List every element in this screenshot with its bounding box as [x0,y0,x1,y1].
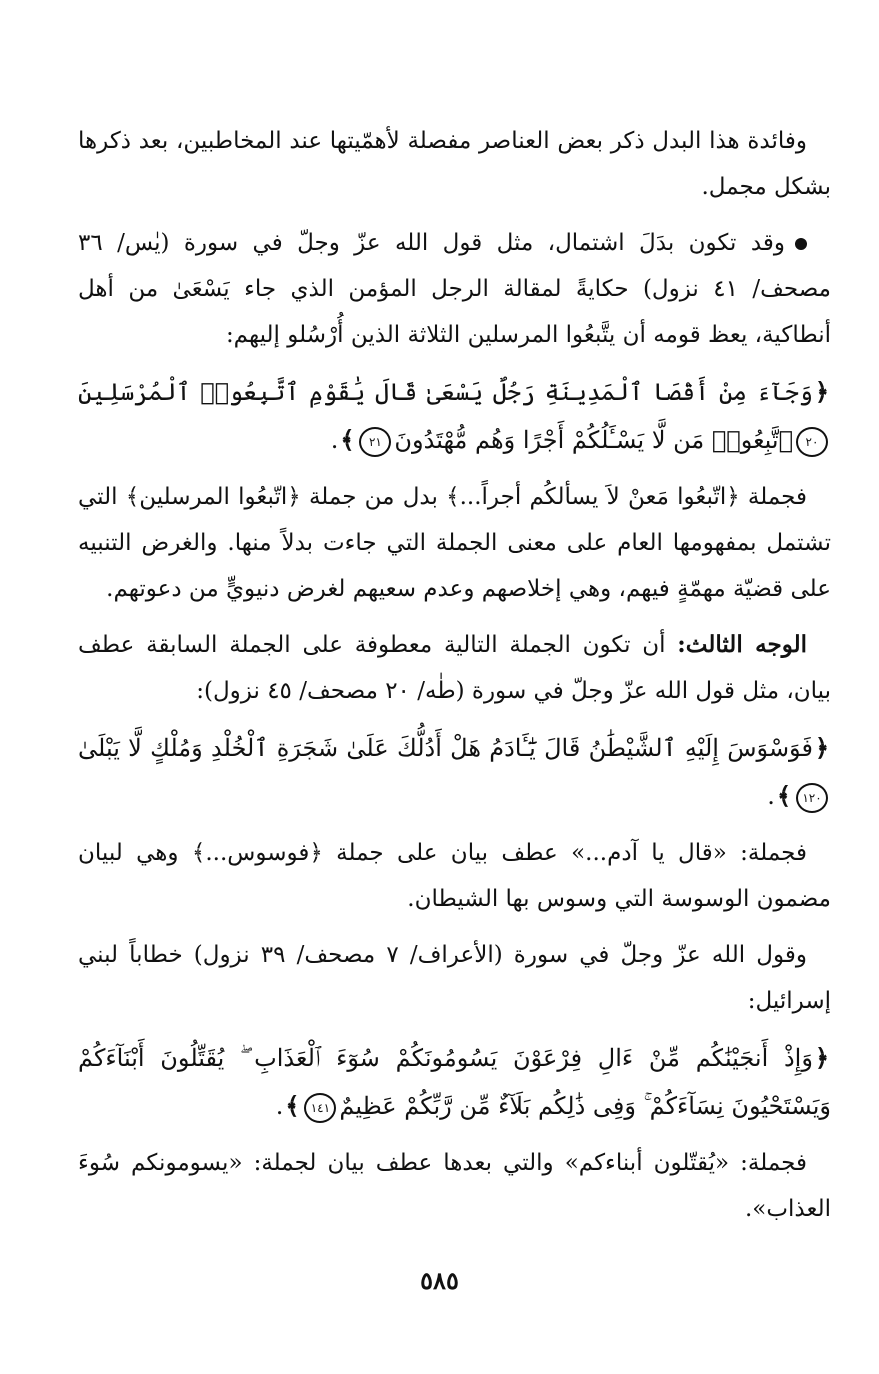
verse-text: ٱتَّبِعُوا۟ مَن لَّا يَسْـَٔلُكُمْ أَجْرًا وَهُم مُّهْتَدُونَ [394,426,793,454]
quran-verse-taha [78,724,831,820]
verse-text: وَجَآءَ مِنْ أَقْصَا ٱلْمَدِينَةِ رَجُلٌ يَسْعَىٰ قَالَ يَٰقَوْمِ ٱتَّبِعُوا۟ ٱلْمُرْسَلِينَ [78,378,813,406]
quran-verse-araf [78,1034,831,1130]
ornate-bracket-close-icon: ﴾ [776,781,791,810]
sentence-end: . [767,782,775,810]
ayah-number-marker: ١٤١ [304,1093,336,1123]
ayah-number-marker: ٢٠ [796,427,828,457]
sentence-end: . [275,1092,284,1120]
paragraph-third-aspect [78,622,831,714]
page-number: ٥٨٥ [420,1266,459,1295]
quran-verse-yasin [78,368,831,464]
ayah-number-marker: ٢١ [359,427,391,457]
paragraph-benefit: وفائدة هذا البدل ذكر بعض العناصر مفصلة لأهمّيتها عند المخاطبين، بعد ذكرها بشكل مجمل. [78,128,831,200]
bullet-dot-icon [795,238,807,250]
section-text: أن تكون الجملة التالية معطوفة على الجملة السابقة عطف بيان، مثل قول الله عزّ وجلّ في سورة (طٰه/ ٢٠ مصحف/ ٤٥ نزول): [78,632,831,704]
paragraph-ishtimal [78,220,831,358]
ayah-number-marker: ١٢٠ [796,783,828,813]
ornate-bracket-close-icon: ﴾ [340,425,355,454]
ornate-bracket-open-icon: ﴿ [814,733,829,762]
paragraph-araf: وقول الله عزّ وجلّ في سورة (الأعراف/ ٧ مصحف/ ٣٩ نزول) خطاباً لبني إسرائيل: [78,942,831,1014]
verse-text: وَإِذْ أَنجَيْنَٰكُم مِّنْ ءَالِ فِرْعَوْنَ يَسُومُونَكُمْ سُوٓءَ ٱلْعَذَابِ ۖ يُقَتِّلُونَ أَبْنَآءَكُمْ وَيَسْتَحْيُونَ نِسَآءَكُمْ ۚ وَفِى ذَٰلِكُم بَلَآءٌ مِّن رَّبِّكُمْ عَظِيمٌ [78,1044,831,1120]
paragraph-conclusion: فجملة: «يُقتّلون أبناءكم» والتي بعدها عطف بيان لجملة: «يسومونكم سُوءَ العذاب». [78,1150,831,1222]
ornate-bracket-close-icon: ﴾ [285,1091,300,1120]
ornate-bracket-open-icon: ﴿ [814,377,829,406]
verse-text: فَوَسْوَسَ إِلَيْهِ ٱلشَّيْطَٰنُ قَالَ يَٰٓـَٔادَمُ هَلْ أَدُلُّكَ عَلَىٰ شَجَرَةِ ٱلْخُلْدِ وَمُلْكٍ لَّا يَبْلَىٰ [78,734,813,762]
sentence-end: . [330,426,339,454]
paragraph-explanation: فجملة ﴿اتّبعُوا مَعنْ لاَ يسألكُم أجراً...﴾ بدل من جملة ﴿اتّبعُوا المرسلين﴾ التي تشتمل بمفهومها العام على معنى الجملة التي جاءت بدلاً منها. والغرض التنبيه على قضيّة مهمّةٍ فيهم، وهي إخلاصهم وعدم سعيهم لغرض دنيويٍّ من دعوتهم. [78,484,831,602]
section-heading: الوجه الثالث: [677,631,807,658]
paragraph-adam: فجملة: «قال يا آدم...» عطف بيان على جملة ﴿فوسوس...﴾ وهي لبيان مضمون الوسوسة التي وسوس بها الشيطان. [78,840,831,912]
paragraph-ishtimal-text: وقد تكون بدَلَ اشتمال، مثل قول الله عزّ وجلّ في سورة (يٰس/ ٣٦ مصحف/ ٤١ نزول) حكايةً لمقالة الرجل المؤمن الذي جاء يَسْعَىٰ من أهل أنطاكية، يعظ قومه أن يتَّبعُوا المرسلين الثلاثة الذين أُرْسُلو إليهم: [78,230,831,348]
ornate-bracket-open-icon: ﴿ [814,1043,829,1072]
